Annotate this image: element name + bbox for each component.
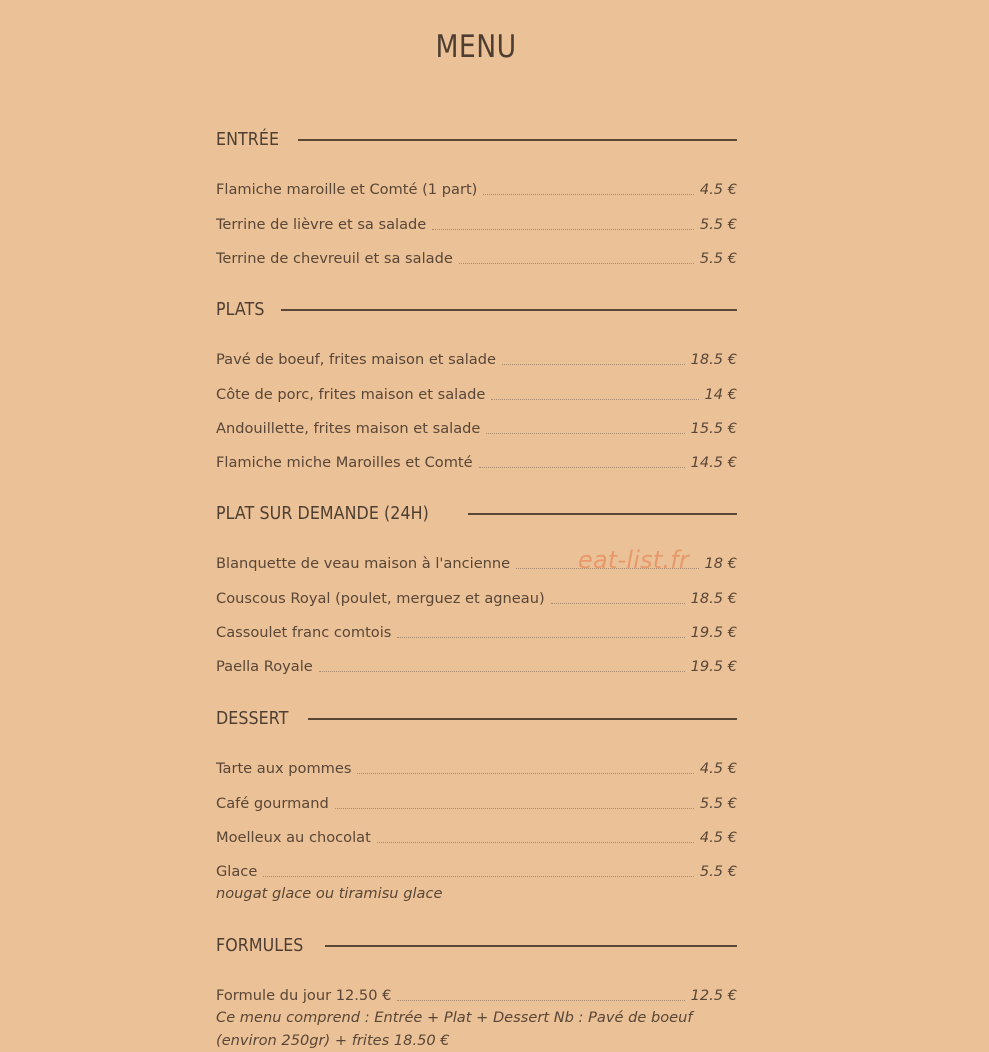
section-formules bbox=[216, 928, 737, 1052]
item-price: 14.5 € bbox=[690, 454, 737, 472]
section-divider bbox=[325, 945, 737, 947]
item-description: nougat glace ou tiramisu glace bbox=[216, 885, 443, 903]
page-title: MENU bbox=[435, 29, 517, 65]
section-divider bbox=[308, 718, 737, 720]
section-title: ENTRÉE bbox=[216, 128, 280, 150]
menu-item bbox=[216, 370, 737, 404]
item-list bbox=[216, 336, 737, 473]
section-title: PLAT SUR DEMANDE (24H) bbox=[216, 502, 429, 524]
dot-leader bbox=[377, 842, 694, 843]
dot-leader bbox=[486, 433, 684, 434]
menu-item bbox=[216, 779, 737, 813]
item-name: Côte de porc, frites maison et salade bbox=[216, 385, 486, 403]
section-header bbox=[216, 292, 737, 326]
item-name: Pavé de boeuf, frites maison et salade bbox=[216, 351, 496, 369]
dot-leader bbox=[491, 399, 698, 400]
menu-item bbox=[216, 574, 737, 608]
dot-leader bbox=[502, 364, 685, 365]
dot-leader bbox=[263, 876, 694, 877]
menu-item bbox=[216, 848, 737, 882]
item-name: Flamiche maroille et Comté (1 part) bbox=[216, 181, 478, 199]
menu-item bbox=[216, 200, 737, 234]
section-header bbox=[216, 496, 737, 530]
dot-leader bbox=[397, 637, 684, 638]
section-divider bbox=[468, 513, 737, 515]
item-list bbox=[216, 745, 737, 905]
dot-leader bbox=[459, 263, 694, 264]
item-list bbox=[216, 972, 737, 1052]
menu-item bbox=[216, 972, 737, 1006]
menu-item bbox=[216, 745, 737, 779]
item-name: Moelleux au chocolat bbox=[216, 828, 371, 846]
item-name: Formule du jour 12.50 € bbox=[216, 987, 392, 1005]
item-name: Couscous Royal (poulet, merguez et agneau) bbox=[216, 589, 545, 607]
item-price: 4.5 € bbox=[699, 760, 737, 778]
item-price: 18 € bbox=[704, 555, 737, 573]
section-header bbox=[216, 701, 737, 735]
section-header bbox=[216, 122, 737, 156]
dot-leader bbox=[397, 1000, 684, 1001]
item-price: 5.5 € bbox=[699, 863, 737, 881]
item-price: 15.5 € bbox=[690, 419, 737, 437]
dot-leader bbox=[432, 229, 694, 230]
item-name: Glace bbox=[216, 863, 258, 881]
menu-content bbox=[216, 122, 737, 1052]
menu-item bbox=[216, 439, 737, 473]
watermark: eat-list.fr bbox=[578, 546, 689, 574]
menu-item bbox=[216, 643, 737, 677]
section-dessert bbox=[216, 701, 737, 928]
section-title: PLATS bbox=[216, 298, 265, 320]
dot-leader bbox=[479, 467, 685, 468]
item-name: Tarte aux pommes bbox=[216, 760, 352, 778]
dot-leader bbox=[483, 194, 694, 195]
menu-item bbox=[216, 814, 737, 848]
item-price: 12.5 € bbox=[690, 987, 737, 1005]
dot-leader bbox=[319, 671, 685, 672]
menu-item bbox=[216, 166, 737, 200]
section-divider bbox=[298, 139, 737, 141]
section-entree bbox=[216, 122, 737, 292]
item-name: Blanquette de veau maison à l'ancienne bbox=[216, 555, 511, 573]
item-price: 18.5 € bbox=[690, 351, 737, 369]
item-name: Cassoulet franc comtois bbox=[216, 623, 392, 641]
dot-leader bbox=[551, 603, 685, 604]
item-name: Andouillette, frites maison et salade bbox=[216, 419, 481, 437]
item-price: 18.5 € bbox=[690, 589, 737, 607]
section-divider bbox=[281, 309, 737, 311]
item-price: 14 € bbox=[704, 385, 737, 403]
section-title: FORMULES bbox=[216, 934, 304, 956]
section-plats bbox=[216, 292, 737, 496]
item-description: Ce menu comprend : Entrée + Plat + Dessert Nb : Pavé de boeuf (environ 250gr) + frites 18.50 € bbox=[216, 1009, 693, 1050]
item-price: 5.5 € bbox=[699, 249, 737, 267]
menu-item bbox=[216, 235, 737, 269]
dot-leader bbox=[357, 773, 693, 774]
item-price: 5.5 € bbox=[699, 215, 737, 233]
section-plat-sur-demande bbox=[216, 496, 737, 701]
item-name: Paella Royale bbox=[216, 658, 313, 676]
item-price: 4.5 € bbox=[699, 828, 737, 846]
section-title: DESSERT bbox=[216, 707, 289, 729]
item-price: 5.5 € bbox=[699, 794, 737, 812]
item-price: 19.5 € bbox=[690, 623, 737, 641]
menu-item bbox=[216, 609, 737, 643]
item-price: 4.5 € bbox=[699, 181, 737, 199]
section-header bbox=[216, 928, 737, 962]
item-price: 19.5 € bbox=[690, 658, 737, 676]
item-name: Terrine de lièvre et sa salade bbox=[216, 215, 427, 233]
menu-item bbox=[216, 336, 737, 370]
item-name: Terrine de chevreuil et sa salade bbox=[216, 249, 453, 267]
dot-leader bbox=[335, 808, 694, 809]
item-name: Café gourmand bbox=[216, 794, 329, 812]
menu-item bbox=[216, 405, 737, 439]
item-list bbox=[216, 166, 737, 269]
item-name: Flamiche miche Maroilles et Comté bbox=[216, 454, 473, 472]
